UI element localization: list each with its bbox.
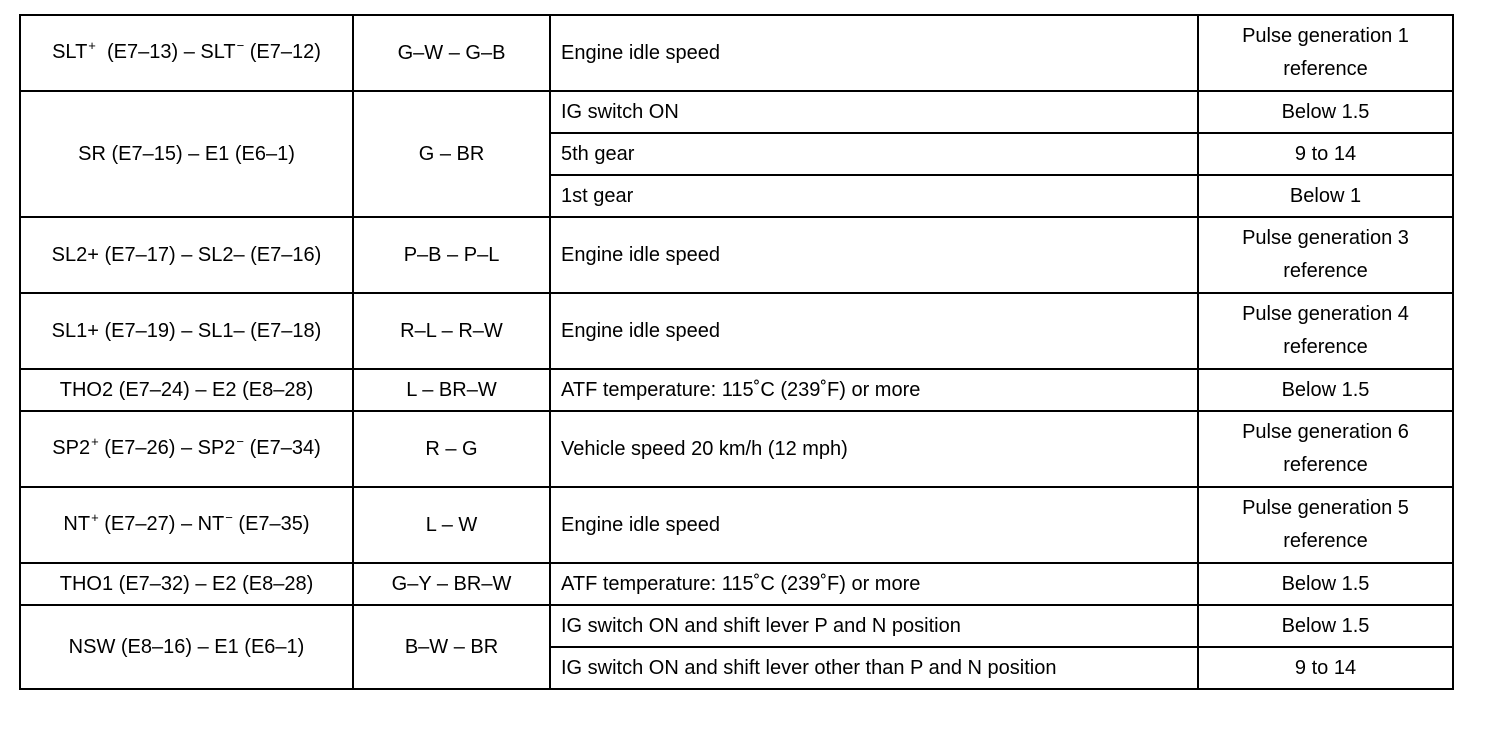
terminal-cell: SR (E7–15) – E1 (E6–1) bbox=[20, 91, 353, 217]
condition-cell: ATF temperature: 115˚C (239˚F) or more bbox=[550, 369, 1198, 411]
specified-condition-cell: Pulse generation 5 reference bbox=[1198, 487, 1453, 563]
specified-condition-cell: Below 1.5 bbox=[1198, 91, 1453, 133]
condition-cell: Engine idle speed bbox=[550, 487, 1198, 563]
table-row bbox=[20, 91, 1453, 133]
condition-cell: Engine idle speed bbox=[550, 15, 1198, 91]
terminal-cell: SL2+ (E7–17) – SL2– (E7–16) bbox=[20, 217, 353, 293]
terminal-cell: NT+ (E7–27) – NT− (E7–35) bbox=[20, 487, 353, 563]
terminal-cell: THO2 (E7–24) – E2 (E8–28) bbox=[20, 369, 353, 411]
terminal-cell: THO1 (E7–32) – E2 (E8–28) bbox=[20, 563, 353, 605]
condition-cell: 1st gear bbox=[550, 175, 1198, 217]
condition-cell: ATF temperature: 115˚C (239˚F) or more bbox=[550, 563, 1198, 605]
specified-condition-cell: Below 1.5 bbox=[1198, 369, 1453, 411]
specified-condition-cell: 9 to 14 bbox=[1198, 647, 1453, 689]
terminal-cell: SL1+ (E7–19) – SL1– (E7–18) bbox=[20, 293, 353, 369]
table-row bbox=[20, 369, 1453, 411]
specified-condition-cell: Pulse generation 4 reference bbox=[1198, 293, 1453, 369]
terminal-cell: SP2+ (E7–26) – SP2− (E7–34) bbox=[20, 411, 353, 487]
specified-condition-cell: Below 1.5 bbox=[1198, 563, 1453, 605]
wiring-color-cell: G – BR bbox=[353, 91, 550, 217]
wiring-color-cell: L – BR–W bbox=[353, 369, 550, 411]
condition-cell: Engine idle speed bbox=[550, 293, 1198, 369]
table-row bbox=[20, 217, 1453, 293]
condition-cell: IG switch ON and shift lever other than P and N position bbox=[550, 647, 1198, 689]
terminal-cell: SLT+ (E7–13) – SLT− (E7–12) bbox=[20, 15, 353, 91]
table-row bbox=[20, 411, 1453, 487]
table-row bbox=[20, 487, 1453, 563]
table-row bbox=[20, 563, 1453, 605]
terminal-cell: NSW (E8–16) – E1 (E6–1) bbox=[20, 605, 353, 689]
condition-cell: IG switch ON and shift lever P and N position bbox=[550, 605, 1198, 647]
specified-condition-cell: Pulse generation 1 reference bbox=[1198, 15, 1453, 91]
wiring-color-cell: P–B – P–L bbox=[353, 217, 550, 293]
wiring-color-cell: G–W – G–B bbox=[353, 15, 550, 91]
specified-condition-cell: Pulse generation 6 reference bbox=[1198, 411, 1453, 487]
condition-cell: IG switch ON bbox=[550, 91, 1198, 133]
table-row bbox=[20, 293, 1453, 369]
specified-condition-cell: Below 1.5 bbox=[1198, 605, 1453, 647]
specified-condition-cell: Pulse generation 3 reference bbox=[1198, 217, 1453, 293]
condition-cell: Vehicle speed 20 km/h (12 mph) bbox=[550, 411, 1198, 487]
wiring-color-cell: G–Y – BR–W bbox=[353, 563, 550, 605]
terminal-spec-table bbox=[19, 14, 1454, 690]
wiring-color-cell: R–L – R–W bbox=[353, 293, 550, 369]
specified-condition-cell: 9 to 14 bbox=[1198, 133, 1453, 175]
specified-condition-cell: Below 1 bbox=[1198, 175, 1453, 217]
condition-cell: Engine idle speed bbox=[550, 217, 1198, 293]
condition-cell: 5th gear bbox=[550, 133, 1198, 175]
table-row bbox=[20, 15, 1453, 91]
wiring-color-cell: L – W bbox=[353, 487, 550, 563]
table-row bbox=[20, 605, 1453, 647]
wiring-color-cell: R – G bbox=[353, 411, 550, 487]
wiring-color-cell: B–W – BR bbox=[353, 605, 550, 689]
